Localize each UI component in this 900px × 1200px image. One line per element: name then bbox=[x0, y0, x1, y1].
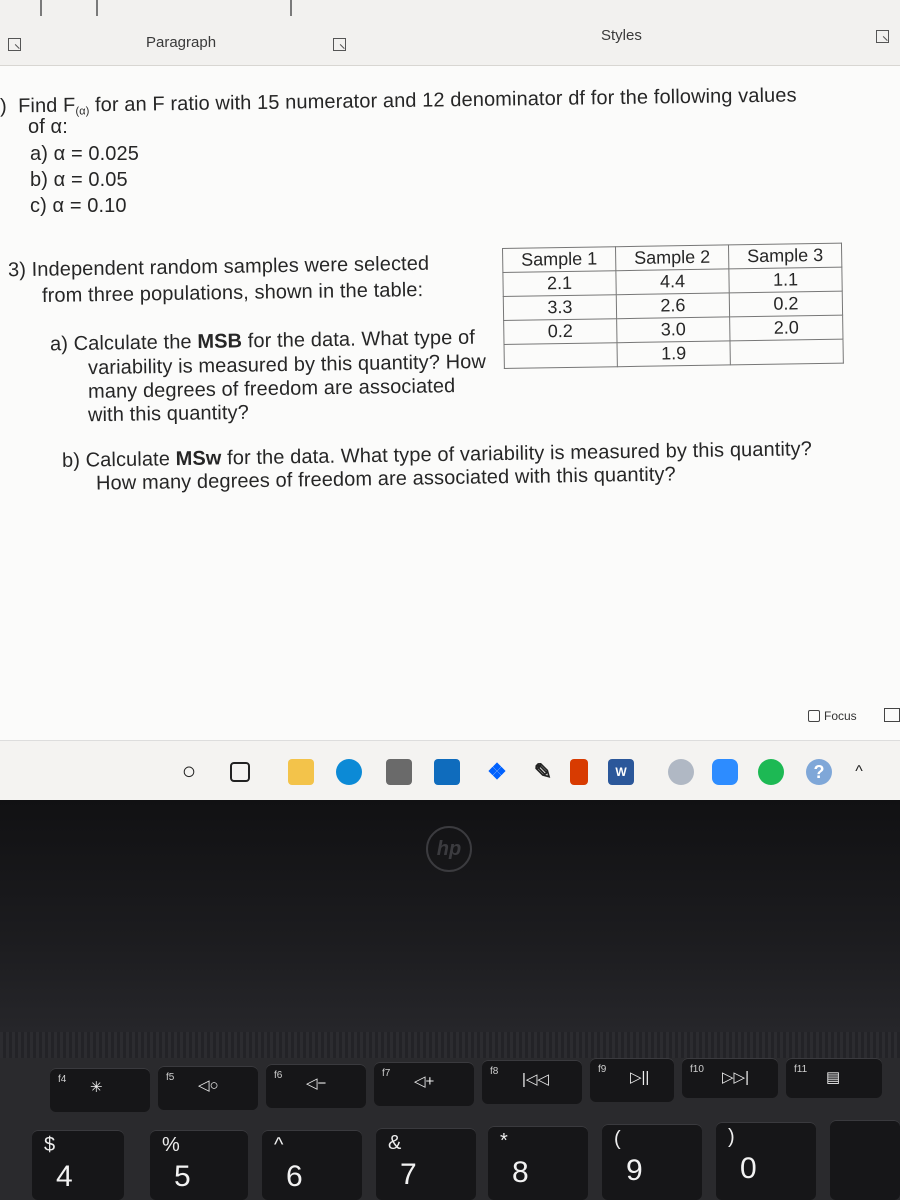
styles-group-label: Styles bbox=[601, 27, 642, 44]
question-3-line2: from three populations, shown in the table: bbox=[41, 279, 424, 307]
column-header: Sample 3 bbox=[728, 243, 841, 269]
mail-icon[interactable] bbox=[434, 759, 460, 785]
table-cell bbox=[504, 343, 617, 369]
key-label: f6 bbox=[274, 1070, 283, 1081]
help-icon[interactable]: ? bbox=[806, 759, 832, 785]
key-8[interactable] bbox=[488, 1126, 588, 1200]
question-2-prompt bbox=[0, 84, 797, 118]
pen-icon[interactable]: ✎ bbox=[533, 759, 553, 784]
key-shift-symbol: * bbox=[500, 1130, 508, 1152]
ribbon-divider bbox=[96, 0, 98, 16]
key-7[interactable] bbox=[376, 1128, 476, 1200]
alpha-subscript: (α) bbox=[75, 105, 90, 118]
key-symbol: ▷▷| bbox=[722, 1069, 749, 1086]
part-b-text: b) Calculate bbox=[61, 448, 176, 472]
key-label: f7 bbox=[382, 1068, 391, 1079]
key-digit: 6 bbox=[286, 1160, 303, 1193]
key-digit: 5 bbox=[174, 1160, 191, 1193]
part-a-line2: variability is measured by this quantity? How bbox=[87, 350, 487, 380]
table-cell: 1.9 bbox=[617, 341, 730, 367]
f5-key[interactable] bbox=[158, 1066, 258, 1110]
search-icon[interactable]: ○ bbox=[181, 758, 197, 785]
msw-term: MSw bbox=[175, 447, 222, 471]
part-a-line3: many degrees of freedom are associated bbox=[87, 375, 456, 403]
styles-dialog-launcher-icon[interactable] bbox=[876, 30, 889, 43]
key-9[interactable] bbox=[602, 1124, 702, 1200]
part-a-text: a) Calculate the bbox=[49, 331, 198, 356]
samples-table bbox=[502, 243, 844, 369]
table-cell: 0.2 bbox=[729, 291, 842, 317]
windows-taskbar bbox=[0, 740, 900, 800]
f4-key[interactable] bbox=[50, 1068, 150, 1112]
f11-key[interactable] bbox=[786, 1058, 882, 1098]
focus-mode-button[interactable] bbox=[808, 709, 857, 723]
f8-key[interactable] bbox=[482, 1060, 582, 1104]
table-cell bbox=[730, 339, 843, 365]
key-symbol: ✳ bbox=[90, 1079, 103, 1096]
table-cell: 3.0 bbox=[617, 317, 730, 343]
key-shift-symbol: ( bbox=[614, 1128, 621, 1150]
ribbon-divider bbox=[290, 0, 292, 16]
laptop-hinge bbox=[0, 1032, 900, 1058]
prompt-text: Find F bbox=[17, 94, 76, 118]
key-label: f9 bbox=[598, 1064, 607, 1075]
minus-key[interactable] bbox=[830, 1120, 900, 1200]
key-shift-symbol: % bbox=[162, 1134, 180, 1156]
key-symbol: ◁+ bbox=[414, 1073, 435, 1090]
table-cell: 4.4 bbox=[616, 269, 729, 295]
key-symbol: |◁◁ bbox=[522, 1071, 549, 1088]
store-icon[interactable] bbox=[386, 759, 412, 785]
f6-key[interactable] bbox=[266, 1064, 366, 1108]
key-symbol: ▤ bbox=[826, 1069, 841, 1086]
question-number: ) bbox=[0, 95, 7, 118]
key-symbol: ◁○ bbox=[198, 1077, 219, 1094]
key-shift-symbol: $ bbox=[44, 1134, 56, 1156]
focus-label: Focus bbox=[824, 709, 857, 723]
part-a-line4: with this quantity? bbox=[87, 401, 250, 427]
file-explorer-icon[interactable] bbox=[288, 759, 314, 785]
zoom-icon[interactable] bbox=[712, 759, 738, 785]
document-page bbox=[0, 66, 900, 706]
question-2-prompt-line2: of α: bbox=[28, 116, 68, 138]
column-header: Sample 1 bbox=[503, 247, 616, 273]
word-icon[interactable] bbox=[608, 759, 634, 785]
table-cell: 3.3 bbox=[503, 295, 616, 321]
table-row bbox=[504, 339, 843, 368]
key-4[interactable] bbox=[32, 1130, 124, 1200]
hp-logo bbox=[426, 826, 472, 872]
key-label: f10 bbox=[690, 1064, 704, 1075]
key-label: f11 bbox=[794, 1064, 808, 1075]
key-digit: 4 bbox=[56, 1160, 73, 1193]
key-label: f8 bbox=[490, 1066, 499, 1077]
table-cell: 1.1 bbox=[729, 267, 842, 293]
word-ribbon bbox=[0, 0, 900, 66]
option-c: c) α = 0.10 bbox=[30, 195, 127, 217]
dropbox-icon[interactable]: ❖ bbox=[487, 759, 507, 784]
chevron-up-icon[interactable]: ^ bbox=[855, 763, 863, 780]
key-shift-symbol: ) bbox=[728, 1126, 735, 1148]
edge-icon[interactable] bbox=[336, 759, 362, 785]
spotify-icon[interactable] bbox=[758, 759, 784, 785]
key-digit: 7 bbox=[400, 1158, 417, 1191]
prompt-text: for an F ratio with 15 numerator and 12 denominator df for the following values bbox=[89, 84, 797, 117]
hp-logo-text: hp bbox=[436, 837, 462, 860]
option-a: a) α = 0.025 bbox=[30, 143, 139, 165]
word-icon-letter: W bbox=[615, 765, 627, 779]
table-cell: 2.1 bbox=[503, 271, 616, 297]
table-cell: 2.0 bbox=[730, 315, 843, 341]
paragraph-group-label: Paragraph bbox=[146, 34, 217, 51]
part-b-line2: How many degrees of freedom are associated with this quantity? bbox=[95, 463, 676, 495]
f10-key[interactable] bbox=[682, 1058, 778, 1098]
key-digit: 8 bbox=[512, 1156, 529, 1189]
key-digit: 9 bbox=[626, 1154, 643, 1187]
key-digit: 0 bbox=[740, 1152, 757, 1185]
key-shift-symbol: ^ bbox=[274, 1134, 284, 1156]
key-6[interactable] bbox=[262, 1130, 362, 1200]
f7-key[interactable] bbox=[374, 1062, 474, 1106]
key-label: f5 bbox=[166, 1072, 175, 1083]
key-symbol: ◁− bbox=[306, 1075, 327, 1092]
column-header: Sample 2 bbox=[615, 245, 728, 271]
font-dialog-launcher-icon[interactable] bbox=[8, 38, 21, 51]
key-label: f4 bbox=[58, 1074, 67, 1085]
paragraph-dialog-launcher-icon[interactable] bbox=[333, 38, 346, 51]
focus-icon bbox=[808, 710, 820, 722]
question-3-line1: 3) Independent random samples were selected bbox=[7, 252, 430, 282]
f9-key[interactable] bbox=[590, 1058, 674, 1102]
key-symbol: ▷|| bbox=[630, 1069, 650, 1086]
key-0[interactable] bbox=[716, 1122, 816, 1200]
option-b: b) α = 0.05 bbox=[30, 169, 128, 191]
table-cell: 2.6 bbox=[616, 293, 729, 319]
table-cell: 0.2 bbox=[504, 319, 617, 345]
task-view-icon[interactable] bbox=[230, 762, 250, 782]
read-mode-icon[interactable] bbox=[884, 708, 900, 722]
part-b-text: for the data. What type of variability is measured by this quantity? bbox=[221, 438, 813, 470]
part-a-text: for the data. What type of bbox=[241, 326, 476, 353]
ribbon-divider bbox=[40, 0, 42, 16]
msb-term: MSB bbox=[197, 330, 243, 354]
r-icon[interactable] bbox=[668, 759, 694, 785]
office-icon[interactable] bbox=[570, 759, 588, 785]
key-shift-symbol: & bbox=[388, 1132, 402, 1154]
key-5[interactable] bbox=[150, 1130, 248, 1200]
laptop-keyboard bbox=[0, 1058, 900, 1200]
